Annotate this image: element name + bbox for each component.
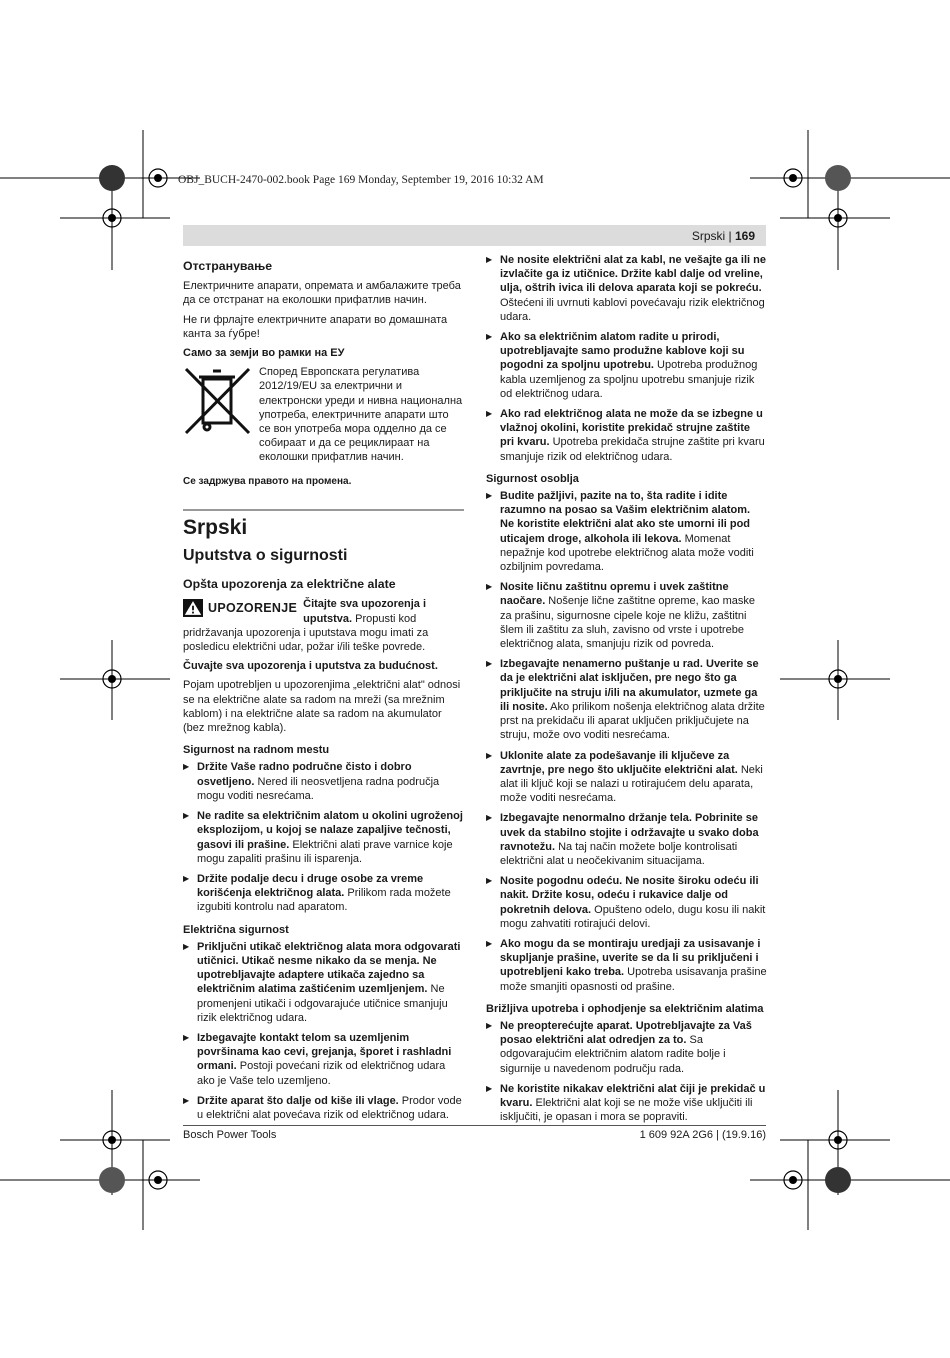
term-definition: Pojam upotrebljen u upozorenjima „električni alat" odnosi se na električne alate sa radom na mreži (sa mrežnim kablom) i na električne alate sa radom na akumulator (bez mrežnog kabla). — [183, 679, 461, 735]
electrical-safety-heading: Električna sigurnost — [183, 923, 289, 936]
page-footer — [183, 1125, 766, 1141]
work-area-heading: Sigurnost na radnom mestu — [183, 744, 330, 757]
header-text — [692, 229, 755, 243]
list-item: ▶ Držite Vaše radno područne čisto i dobro osvetljeno. Nered ili neosvetljena radna područja mogu voditi nesrećama. — [183, 760, 464, 803]
tool-use-heading: Brižljiva upotreba i ophodjenje sa električnim alatima — [486, 1002, 764, 1015]
section-divider — [183, 509, 464, 511]
mk-heading: Отстранување — [183, 259, 273, 273]
list-item: ▶ Držite podalje decu i druge osobe za vreme korišćenja električnog alata. Prilikom rada možete izgubiti kontrolu nad aparatom. — [183, 872, 464, 915]
footer-left: Bosch Power Tools — [183, 1129, 277, 1141]
language-title: Srpski — [183, 515, 248, 539]
page-header — [183, 225, 766, 246]
warning-badge — [183, 599, 297, 617]
warning-paragraph — [183, 597, 464, 654]
list-item: ▶ Ne nosite električni alat za kabl, ne vešajte ga ili ne izvlačite ga iz utičnice. Držite kabl dalje od vreline, ulja, oštrih ivica ili delova aparata koji se pokreću. Oštećeni ili uvrnuti kablovi povećavaju rizik električnog udara. — [486, 253, 767, 324]
crossed-bin-icon — [183, 365, 253, 437]
warning-bold: Čitajte sva upozorenja i uputstva. — [303, 598, 427, 625]
mk-eu-heading: Само за земји во рамки на ЕУ — [183, 347, 345, 360]
list-item: ▶ Nosite ličnu zaštitnu opremu i uvek zaštitne naočare. Nošenje lične zaštitne opreme, kao maske za prašinu, sigurnosne cipele koje ne kližu, zaštitni šlem ili zaštitu za sluh, zavisno od vrste i upotrebe električnog alata, smanjuju rizik od povreda. — [486, 580, 767, 651]
warning-text: Propusti kod pridržavanja upozorenja i uputstava mogu imati za posledicu električni udar, požar i/ili teške povrede. — [183, 612, 429, 654]
weee-block — [183, 365, 464, 464]
list-item: ▶ Izbegavajte nenamerno puštanje u rad. Uverite se da je električni alat isključen, pre nego što ga priključite na struju i/ili na akumulator, uzmete ga ili nosite. Ako prilikom nošenja električnog alata držite prst na prekidaču ili aparat uključen priključujete na struju, može ovo voditi nesrećama. — [486, 657, 767, 742]
list-item: ▶ Ne radite sa električnim alatom u okolini ugroženoj eksplozijom, u kojoj se nalaze zapaljive tečnosti, gasovi ili prašine. Električni alati prave varnice koje mogu zapaliti prašinu ili isparenja. — [183, 809, 464, 866]
list-item: ▶ Nosite pogodnu odeću. Ne nosite široku odeću ili nakit. Držite kosu, odeću i rukavice dalje od pokretnih delova. Opušteno odelo, dugu kosu ili nakit mogu zahvatiti rotirajući delovi. — [486, 874, 767, 931]
mk-paragraph-1: Електричните апарати, опремата и амбалажите треба да се отстранат на еколошки прифатлив начин. — [183, 280, 461, 307]
general-warnings-title: Opšta upozorenja za električne alate — [183, 577, 396, 592]
mk-eu-text: Според Европската регулатива 2012/19/EU за електрични и електронски уреди и нивна национална употреба, електричните апарати што се вон употреба мора одделно да се собираат и да се рециклираат на еколошки прифатлив начин. — [259, 366, 463, 464]
warning-triangle-icon — [183, 599, 203, 617]
warning-label: UPOZORENJE — [208, 601, 298, 616]
list-item: ▶ Budite pažljivi, pazite na to, šta radite i idite razumno na posao sa Vašim električnim alatom. Ne koristite električni alat ako ste umorni ili pod uticajem droge, alkohola ili lekova. Momenat nepažnje kod upotrebe električnog alata može voditi ozbiljnim povredama. — [486, 489, 767, 574]
right-column — [486, 253, 767, 1130]
page-number: 169 — [734, 229, 755, 243]
list-item: ▶ Ako rad električnog alata ne može da se izbegne u vlažnoj okolini, koristite prekidač strujne zaštite pri kvaru. Upotreba prekidača strujne zaštite pri kvaru smanjuje rizik od električnog udara. — [486, 407, 767, 464]
list-item: ▶ Ako mogu da se montiraju uredjaji za usisavanje i skupljanje prašine, uverite se da li su priključeni i upotrebljeni kako treba. Upotreba usisavanja prašine može smanjiti opasnosti od prašine. — [486, 937, 767, 994]
personal-safety-heading: Sigurnost osoblja — [486, 472, 579, 485]
footer-right: 1 609 92A 2G6 | (19.9.16) — [639, 1129, 766, 1141]
list-item: ▶ Uklonite alate za podešavanje ili ključeve za zavrtnje, pre nego što uključite električni alat. Neki alat ili ključ koji se nalazi u rotirajućem delu aparata, može voditi nesrećama. — [486, 749, 767, 806]
print-slug: OBJ_BUCH-2470-002.book Page 169 Monday, September 19, 2016 10:32 AM — [178, 174, 544, 186]
list-item: ▶ Priključni utikač električnog alata mora odgovarati utičnici. Utikač nesme nikako da se menja. Ne upotrebljavajte adaptere utikača zajedno sa električnim alatima zaštićenim uzemljenjem. Ne promenjeni utikači i odgovarajuće utičnice smanjuju rizik električnog udara. — [183, 940, 464, 1025]
keep-instructions: Čuvajte sva upozorenja i uputstva za budućnost. — [183, 660, 438, 673]
mk-paragraph-2: Не ги фрлајте електричните апарати во домашната канта за ѓубре! — [183, 313, 448, 340]
list-item: ▶ Ne preopterećujte aparat. Upotrebljavajte za Vaš posao električni alat odredjen za to. Sa odgovarajućim električnim alatom radite bolje i sigurnije u navedenom području rada. — [486, 1019, 767, 1076]
list-item: ▶ Ne koristite nikakav električni alat čiji je prekidač u kvaru. Električni alat koji se ne može više uključiti ili isključiti, je opasan i mora se popraviti. — [486, 1082, 767, 1125]
list-item: ▶ Ako sa električnim alatom radite u prirodi, upotrebljavajte samo produžne kablove koji su pogodni za spoljnu upotrebu. Upotreba produžnog kabla uzemljenog za spoljnu upotrebu smanjuje rizik od električnog udara. — [486, 330, 767, 401]
list-item: ▶ Izbegavajte nenormalno držanje tela. Pobrinite se uvek da stabilno stojite i održavajte u svako doba ravnotežu. Na taj način možete bolje kontrolisati električni alat u neočekivanim situacijama. — [486, 811, 767, 868]
safety-title: Uputstva o sigurnosti — [183, 547, 348, 565]
left-column — [183, 252, 464, 1128]
header-language: Srpski — [691, 229, 726, 243]
mk-reserve: Се задржува правото на промена. — [183, 475, 352, 487]
list-item: ▶ Držite aparat što dalje od kiše ili vlage. Prodor vode u električni alat povećava rizik od električnog udara. — [183, 1094, 464, 1122]
list-item: ▶ Izbegavajte kontakt telom sa uzemljenim površinama kao cevi, grejanja, šporet i rashladni ormani. Postoji povećani rizik od električnog udara ako je Vaše telo uzemljeno. — [183, 1031, 464, 1088]
header-separator: | — [728, 229, 732, 243]
